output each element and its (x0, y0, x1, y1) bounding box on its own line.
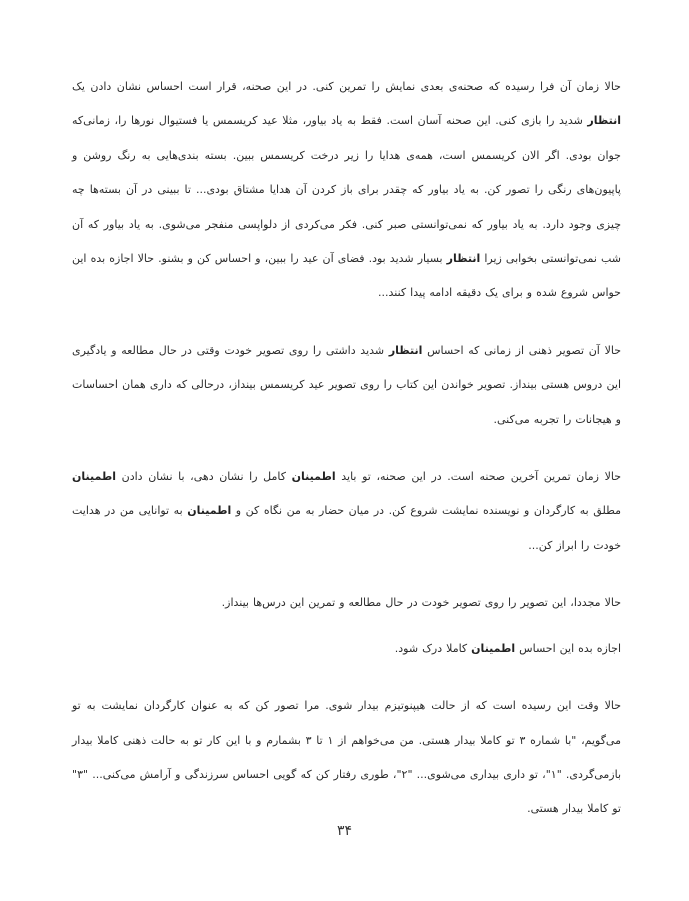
page-number: ۳۴ (336, 823, 353, 839)
text-segment: اجازه بده این احساس (515, 641, 621, 655)
emphasized-word: انتظار (587, 114, 621, 128)
text-segment: به توانایی من در هدایت خودت را ابراز کن... (72, 504, 621, 552)
emphasized-word: اطمینان (72, 470, 117, 484)
text-segment: شدید را بازی کنی. این صحنه آسان است. فقط به یاد بیاور، مثلا عید کریسمس یا فستیوال نورها را، زمانی‌که جوان بودی. اگر الان کریسمس است، همه‌ی هدایا را زیر درخت کریسمس ببین. بسته بندی‌هایی به رنگ روشن و پاپیون‌های رنگی را تصور کن. به یاد بیاور که چقدر برای باز کردن آن هدایا مشتاق بودی... تا ببینی در آن بسته‌ها چه چیزی وجود دارد. به یاد بیاور که نمی‌توانستی صبر کنی. فکر می‌کردی از دلواپسی منفجر می‌شوی. به یاد بیاور که آن شب نمی‌توانستی بخوابی زیرا (72, 114, 621, 266)
emphasized-word: اطمینان (291, 470, 336, 484)
text-segment: مطلق به کارگردان و نویسنده نمایشت شروع کن. در میان حضار به من نگاه کن و (231, 504, 621, 518)
text-segment: حالا وقت این رسیده است که از حالت هیپنوتیزم بیدار شوی. مرا تصور کن که به عنوان کارگردان نمایشت به تو می‌گویم، "با شماره ۳ تو کاملا بیدار هستی. من می‌خواهم از ۱ تا ۳ بشمارم و با این کار تو به حالت ذهنی کاملا بیدار بازمی‌گردی. "۱"، تو داری بیداری می‌شوی... "۲"، طوری رفتار کن که گویی احساس سرزندگی و آرامش می‌کنی... "۳" تو کاملا بیدار هستی. (72, 699, 622, 816)
text-segment: کاملا درک شود. (394, 641, 472, 655)
text-segment: شدید داشتی را روی تصویر خودت وقتی در حال مطالعه و یادگیری این دروس هستی بینداز. تصویر خواندن این کتاب را روی تصویر عید کریسمس بینداز، درحالی که داری همان احساسات و هیجانات را تجربه می‌کنی. (72, 343, 621, 426)
text-segment: حالا زمان آن فرا رسیده که صحنه‌ی بعدی نمایش را تمرین کنی. در این صحنه، قرار است احساس نشان دادن یک (72, 80, 621, 93)
paragraph-expectation-scene (72, 70, 621, 311)
paragraph-expectation-overlay (72, 334, 621, 437)
text-segment: بسیار شدید بود. فضای آن عید را ببین، و احساس کن و بشنو. حالا اجازه بده این حواس شروع شده و برای یک دقیقه ادامه پیدا کنند... (72, 252, 621, 300)
text-segment: حالا مجددا، این تصویر را روی تصویر خودت در حال مطالعه و تمرین این درس‌ها بینداز. (221, 596, 621, 610)
emphasized-word: انتظار (446, 252, 481, 266)
text-segment: حالا زمان تمرین آخرین صحنه است. در این صحنه، تو باید (335, 470, 621, 484)
document-page (72, 70, 621, 850)
paragraph-confidence-scene (72, 460, 621, 563)
emphasized-word: انتظار (388, 343, 423, 357)
paragraph-confidence-absorb (72, 632, 621, 666)
paragraph-wake-up (72, 689, 621, 827)
emphasized-word: اطمینان (187, 504, 232, 518)
paragraph-confidence-overlay (72, 586, 621, 620)
text-segment: کامل را نشان دهی، با نشان دادن (116, 470, 292, 484)
text-segment: حالا آن تصویر ذهنی از زمانی که احساس (422, 343, 621, 357)
emphasized-word: اطمینان (471, 641, 516, 655)
